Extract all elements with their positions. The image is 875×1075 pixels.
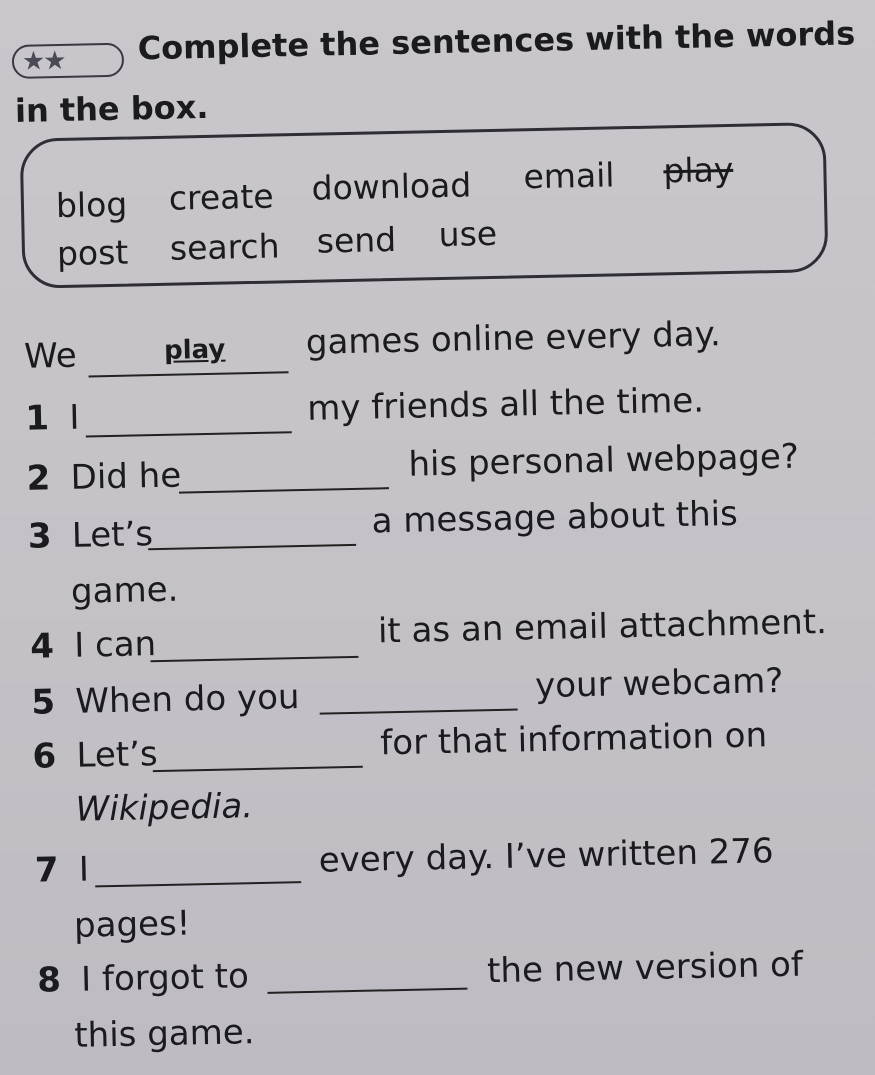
example-end: games online every day. bbox=[305, 314, 722, 363]
word-use: use bbox=[438, 213, 498, 255]
example-blank bbox=[89, 371, 289, 377]
answer-blank-2[interactable] bbox=[179, 487, 389, 493]
difficulty-stars-icon: ★★ bbox=[12, 43, 125, 79]
example-answer: play bbox=[163, 334, 226, 366]
sentence-number: 5 bbox=[30, 682, 56, 723]
sentence-start: Let’s bbox=[76, 734, 159, 776]
sentence-3-end: a message about this bbox=[371, 493, 739, 542]
sentence-number: 2 bbox=[26, 458, 51, 499]
sentence-number: 4 bbox=[29, 626, 55, 667]
answer-blank-8[interactable] bbox=[267, 988, 467, 994]
sentence-7-continuation: pages! bbox=[73, 903, 191, 946]
sentence-start: When do you bbox=[74, 677, 300, 722]
word-download: download bbox=[311, 165, 472, 208]
word-send: send bbox=[316, 219, 397, 261]
sentence-1-end: my friends all the time. bbox=[306, 380, 705, 429]
sentence-3 bbox=[27, 514, 153, 557]
instruction-line-2: in the box. bbox=[14, 87, 209, 130]
sentence-7-end: every day. I’ve written 276 bbox=[318, 831, 775, 881]
sentence-7 bbox=[34, 850, 89, 891]
word-box bbox=[20, 122, 829, 289]
sentence-number: 7 bbox=[34, 850, 59, 891]
word-create: create bbox=[168, 176, 275, 218]
sentence-6-continuation: Wikipedia. bbox=[75, 786, 254, 830]
sentence-5 bbox=[31, 677, 300, 723]
answer-blank-7[interactable] bbox=[95, 881, 301, 887]
instruction-line-1: Complete the sentences with the words bbox=[137, 14, 856, 68]
sentence-start: I bbox=[78, 849, 90, 890]
answer-blank-3[interactable] bbox=[148, 544, 356, 550]
sentence-3-continuation: game. bbox=[70, 569, 179, 612]
sentence-8-end: the new version of bbox=[486, 944, 804, 992]
sentence-8-continuation: this game. bbox=[73, 1012, 255, 1056]
sentence-start: Let’s bbox=[71, 514, 154, 556]
sentence-6-end: for that information on bbox=[379, 715, 768, 764]
sentence-start: Did he bbox=[70, 455, 182, 498]
sentence-5-end: your webcam? bbox=[534, 660, 784, 707]
sentence-4-end: it as an email attachment. bbox=[377, 602, 828, 652]
word-play-crossed: play bbox=[662, 149, 734, 191]
sentence-start: I bbox=[69, 397, 80, 438]
word-email: email bbox=[523, 155, 615, 197]
answer-blank-6[interactable] bbox=[153, 766, 363, 772]
sentence-number: 1 bbox=[25, 398, 50, 439]
answer-blank-5[interactable] bbox=[320, 709, 518, 715]
sentence-start: I forgot to bbox=[80, 956, 250, 1000]
sentence-1 bbox=[25, 398, 80, 439]
sentence-number: 8 bbox=[36, 960, 62, 1001]
sentence-number: 6 bbox=[32, 736, 57, 777]
sentence-number: 3 bbox=[27, 516, 52, 557]
word-post: post bbox=[56, 232, 129, 274]
sentence-2 bbox=[26, 456, 181, 499]
sentence-start: I can bbox=[73, 624, 157, 666]
example-start: We bbox=[23, 335, 78, 377]
sentence-4 bbox=[30, 624, 157, 667]
sentence-8 bbox=[37, 956, 249, 1000]
answer-blank-1[interactable] bbox=[86, 431, 292, 437]
word-blog: blog bbox=[55, 184, 128, 226]
sentence-6 bbox=[32, 734, 158, 777]
word-search: search bbox=[169, 226, 280, 268]
answer-blank-4[interactable] bbox=[151, 656, 359, 662]
sentence-2-end: his personal webpage? bbox=[408, 436, 800, 485]
